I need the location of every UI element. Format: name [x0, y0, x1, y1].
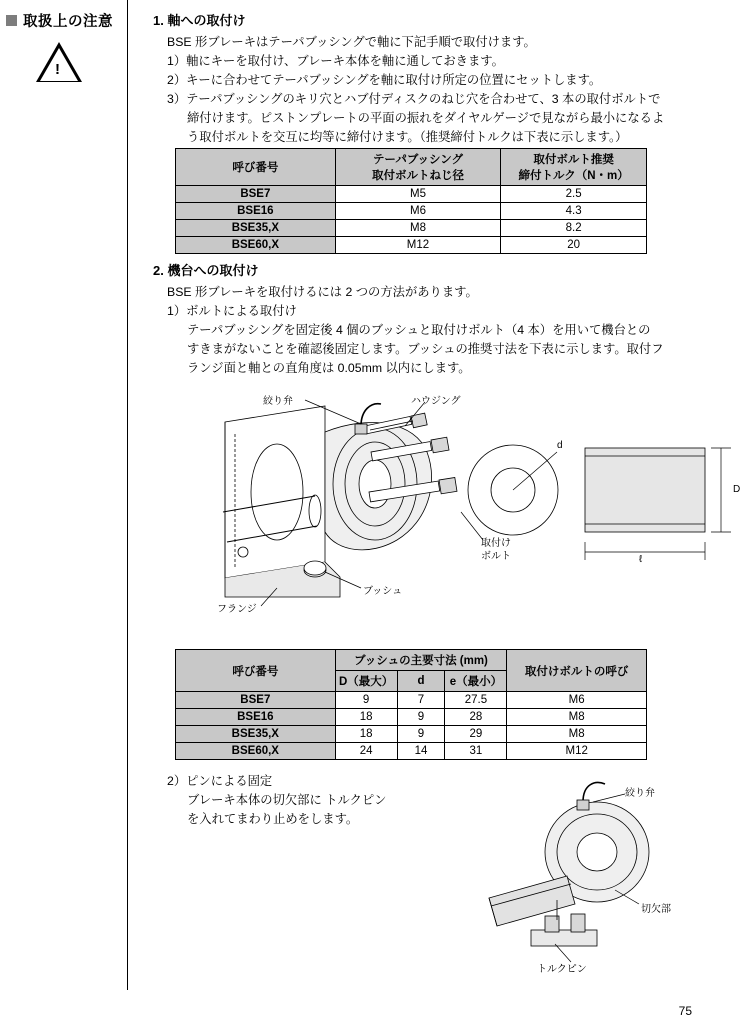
sidebar [0, 0, 128, 990]
figure1-label-bush: ブッシュ [363, 586, 403, 597]
table-bush-r1-c3: 28 [445, 709, 507, 726]
section-1-line-3: 2）キーに合わせてテーパブッシングを軸に取付け所定の位置にセットします。 [167, 73, 602, 88]
table-bush-r1-c0: BSE16 [176, 709, 336, 726]
table-bush-r3-c2: 14 [397, 743, 445, 760]
figure-pin-fixing [475, 780, 695, 980]
section-1 [153, 10, 664, 147]
table-row [176, 692, 647, 709]
table-torque-r2-c2: 8.2 [501, 220, 647, 237]
table-bush-r3-c3: 31 [445, 743, 507, 760]
figure1-label-housing: ハウジング [411, 396, 461, 407]
table-row [176, 743, 647, 760]
bullet-square-icon [6, 15, 17, 26]
table-bush-r1-c4: M8 [507, 709, 647, 726]
figure-pin-fixing-svg [475, 780, 695, 980]
figure2-label-notch: 切欠部 [641, 904, 671, 915]
section-1-line-4: 3）テーパブッシングのキリ穴とハブ付ディスクのねじ穴を合わせて、3 本の取付ボルトで [167, 92, 661, 107]
table-row [176, 220, 647, 237]
section-1-line-2: 1）軸にキーを取付け、ブレーキ本体を軸に通しておきます。 [167, 54, 504, 69]
table-bush-header-D: D（最大） [335, 671, 397, 692]
section-2-title: 2. 機台への取付け [153, 263, 259, 278]
figure-bolt-mounting [165, 392, 740, 627]
table-row [176, 237, 647, 254]
section-pin-fixing [153, 772, 386, 829]
figure2-label-valve: 絞り弁 [625, 788, 655, 799]
table-bush-r0-c1: 9 [335, 692, 397, 709]
table-bush-r2-c0: BSE35,X [176, 726, 336, 743]
table-torque-r1-c0: BSE16 [176, 203, 336, 220]
sidebar-title: 取扱上の注意 [23, 14, 113, 30]
table-bush-r3-c4: M12 [507, 743, 647, 760]
table-torque-header-name: 呼び番号 [176, 149, 336, 186]
table-bush-r0-c2: 7 [397, 692, 445, 709]
section-1-title: 1. 軸への取付け [153, 13, 246, 28]
table-bush-r2-c2: 9 [397, 726, 445, 743]
table-torque-r3-c2: 20 [501, 237, 647, 254]
section-1-line-5: 締付けます。ピストンプレートの平面の振れをダイヤルゲージで見ながら最小になるよ [187, 111, 665, 126]
section-2-line-4: すきまがないことを確認後固定します。ブッシュの推奨寸法を下表に示します。取付フ [187, 342, 664, 357]
table-torque [175, 148, 647, 254]
table-row [176, 650, 647, 671]
table-bush-header-e: e（最小） [445, 671, 507, 692]
figure-bolt-mounting-svg [165, 392, 665, 627]
table-bush-r1-c2: 9 [397, 709, 445, 726]
table-bush-r2-c1: 18 [335, 726, 397, 743]
table-torque-r2-c1: M8 [335, 220, 501, 237]
section-pin-line-1: 2）ピンによる固定 [167, 774, 273, 788]
table-bush-header-name: 呼び番号 [176, 650, 336, 692]
section-pin-line-3: を入れてまわり止めをします。 [187, 812, 359, 827]
section-1-line-1: BSE 形ブレーキはテーパブッシングで軸に下記手順で取付けます。 [167, 35, 536, 49]
table-bush-r3-c1: 24 [335, 743, 397, 760]
table-row [176, 709, 647, 726]
table-bush-r0-c3: 27.5 [445, 692, 507, 709]
table-torque-r0-c1: M5 [335, 186, 501, 203]
table-torque-r3-c1: M12 [335, 237, 501, 254]
table-bush-r2-c4: M8 [507, 726, 647, 743]
table-torque-r0-c2: 2.5 [501, 186, 647, 203]
table-torque-r0-c0: BSE7 [176, 186, 336, 203]
header-thread-line1: テーパブッシング [372, 154, 464, 166]
table-bush-header-d: d [397, 671, 445, 692]
section-pin-line-2: ブレーキ本体の切欠部に トルクピン [187, 793, 387, 808]
table-bush-r0-c4: M6 [507, 692, 647, 709]
section-2-line-5: ランジ面と軸との直角度は 0.05mm 以内にします。 [187, 361, 471, 376]
figure1-label-mountbolt-1: 取付け [481, 538, 511, 549]
table-row [176, 186, 647, 203]
table-row [176, 726, 647, 743]
table-torque-r1-c1: M6 [335, 203, 501, 220]
section-2-line-3: テーパブッシングを固定後 4 個のブッシュと取付けボルト（4 本）を用いて機台との [187, 323, 651, 338]
figure1-label-dim-l: ℓ [639, 554, 643, 565]
figure2-label-torquepin: トルクピン [537, 964, 587, 975]
section-2 [153, 260, 664, 378]
table-torque-wrapper [175, 148, 647, 254]
warning-exclamation-label: ! [55, 61, 60, 78]
table-bush-r1-c1: 18 [335, 709, 397, 726]
sidebar-header [6, 10, 113, 31]
table-bush-header-group: ブッシュの主要寸法 (mm) [335, 650, 507, 671]
table-bush-r0-c0: BSE7 [176, 692, 336, 709]
table-bush-r3-c0: BSE60,X [176, 743, 336, 760]
table-torque-header-thread [335, 149, 501, 186]
section-2-line-2: 1）ボルトによる取付け [167, 304, 297, 319]
table-torque-header-torque [501, 149, 647, 186]
figure1-label-valve: 絞り弁 [263, 396, 293, 407]
header-torque-line1: 取付ボルト推奨 [533, 154, 614, 166]
table-bush [175, 649, 647, 760]
header-torque-line2: 締付トルク（N・m） [518, 170, 629, 182]
figure1-label-flange: フランジ [217, 604, 257, 615]
section-1-line-6: う取付ボルトを交互に均等に締付けます。（推奨締付トルクは下表に示します。） [187, 130, 628, 145]
page-number: 75 [678, 1004, 692, 1018]
table-bush-wrapper [175, 649, 647, 760]
figure1-label-mountbolt-2: ボルト [481, 551, 511, 562]
table-torque-r2-c0: BSE35,X [176, 220, 336, 237]
section-2-line-1: BSE 形ブレーキを取付けるには 2 つの方法があります。 [167, 285, 478, 299]
header-thread-line2: 取付ボルトねじ径 [371, 170, 464, 182]
table-torque-r3-c0: BSE60,X [176, 237, 336, 254]
figure1-label-dim-d: d [557, 440, 563, 451]
table-bush-header-bolt: 取付けボルトの呼び [507, 650, 647, 692]
table-row [176, 149, 647, 186]
table-torque-r1-c2: 4.3 [501, 203, 647, 220]
table-row [176, 203, 647, 220]
table-bush-r2-c3: 29 [445, 726, 507, 743]
figure1-label-dim-D: D [733, 484, 740, 495]
